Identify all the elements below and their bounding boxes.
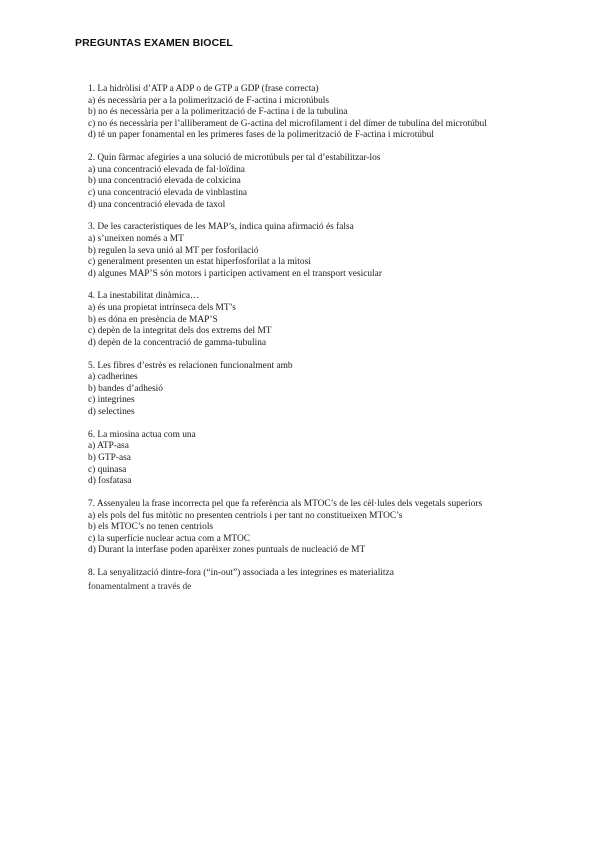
question-list (88, 84, 518, 602)
answer-option: d) una concentració elevada de taxol (88, 199, 226, 210)
question-stem: 7. Assenyaleu la frase incorrecta pel que fa referència als MTOC’s de les cèl·lules dels vegetals superiors (88, 498, 483, 509)
question-stem-continuation: fonamentalment a través de (88, 581, 192, 592)
question-stem: 3. De les característiques de les MAP’s, indica quina afirmació és falsa (88, 222, 354, 233)
answer-option: c) quinasa (88, 464, 127, 475)
question-stem: 4. La inestabilitat dinàmica… (88, 291, 200, 302)
answer-option: b) bandes d’adhesió (88, 383, 163, 394)
answer-option: d) depèn de la concentració de gamma-tubulina (88, 337, 267, 348)
answer-option: a) cadherines (88, 372, 138, 383)
answer-option: c) la superfície nuclear actua com a MTOC (88, 533, 250, 544)
answer-option: d) té un paper fonamental en les primeres fases de la polimerització de F-actina i microtúbul (88, 130, 434, 141)
answer-option: d) selectines (88, 407, 135, 417)
answer-option: d) fosfatasa (88, 476, 132, 487)
answer-option: b) els MTOC’s no tenen centriols (88, 522, 214, 533)
cropped-line (88, 580, 518, 592)
question-stem: 1. La hidròlisi d’ATP a ADP o de GTP a GDP (frase correcta) (88, 84, 319, 94)
answer-option: d) algunes MAP’S són motors i participen activament en el transport vesicular (88, 268, 382, 279)
answer-option: c) una concentració elevada de vinblastina (88, 187, 248, 198)
question-stem: 8. La senyalització dintre-fora (“in-out”) associada a les integrines es materialitza (88, 568, 394, 579)
answer-option: c) depèn de la integritat dels dos extrems del MT (88, 326, 272, 337)
answer-option: a) ATP-asa (88, 441, 129, 452)
answer-option: b) es dóna en presència de MAP’S (88, 314, 218, 325)
answer-option: c) no és necessària per l’alliberament de G-actina del microfilament i del dímer de tubulina del microtúbul (88, 118, 487, 129)
question-stem: 5. Les fibres d’estrès es relacionen funcionalment amb (88, 360, 293, 371)
document-title: PREGUNTAS EXAMEN BIOCEL (75, 37, 233, 49)
question-stem: 2. Quin fàrmac afegiries a una solució de microtúbuls per tal d’estabilitzar-los (88, 153, 381, 164)
answer-option: b) regulen la seva unió al MT per fosforilació (88, 245, 259, 256)
question-7 (88, 499, 518, 557)
question-1 (88, 84, 518, 142)
question-5 (88, 361, 518, 419)
answer-option: b) una concentració elevada de colxicina (88, 176, 241, 187)
answer-option: b) GTP-asa (88, 452, 131, 463)
question-3 (88, 222, 518, 280)
answer-option: b) no és necessària per a la polimerització de F-actina i de la tubulina (88, 107, 348, 118)
question-stem: 6. La miosina actua com una (88, 429, 196, 440)
answer-option: a) s’uneixen només a MT (88, 233, 184, 244)
question-6 (88, 430, 518, 488)
question-4 (88, 291, 518, 349)
answer-option: c) integrines (88, 395, 135, 406)
answer-option: a) és necessària per a la polimerització de F-actina i microtúbuls (88, 95, 330, 106)
question-8 (88, 568, 518, 591)
answer-option: a) una concentració elevada de fal·loïdina (88, 164, 245, 175)
answer-option: a) els pols del fus mitòtic no presenten centriols i per tant no constitueixen MTOC’s (88, 510, 403, 521)
answer-option: d) Durant la interfase poden aparèixer zones puntuals de nucleació de MT (88, 545, 366, 556)
answer-option: c) generalment presenten un estat hiperfosforilat a la mitosi (88, 257, 311, 268)
question-2 (88, 153, 518, 211)
answer-option: a) és una propietat intrínseca dels MT’s (88, 303, 236, 314)
